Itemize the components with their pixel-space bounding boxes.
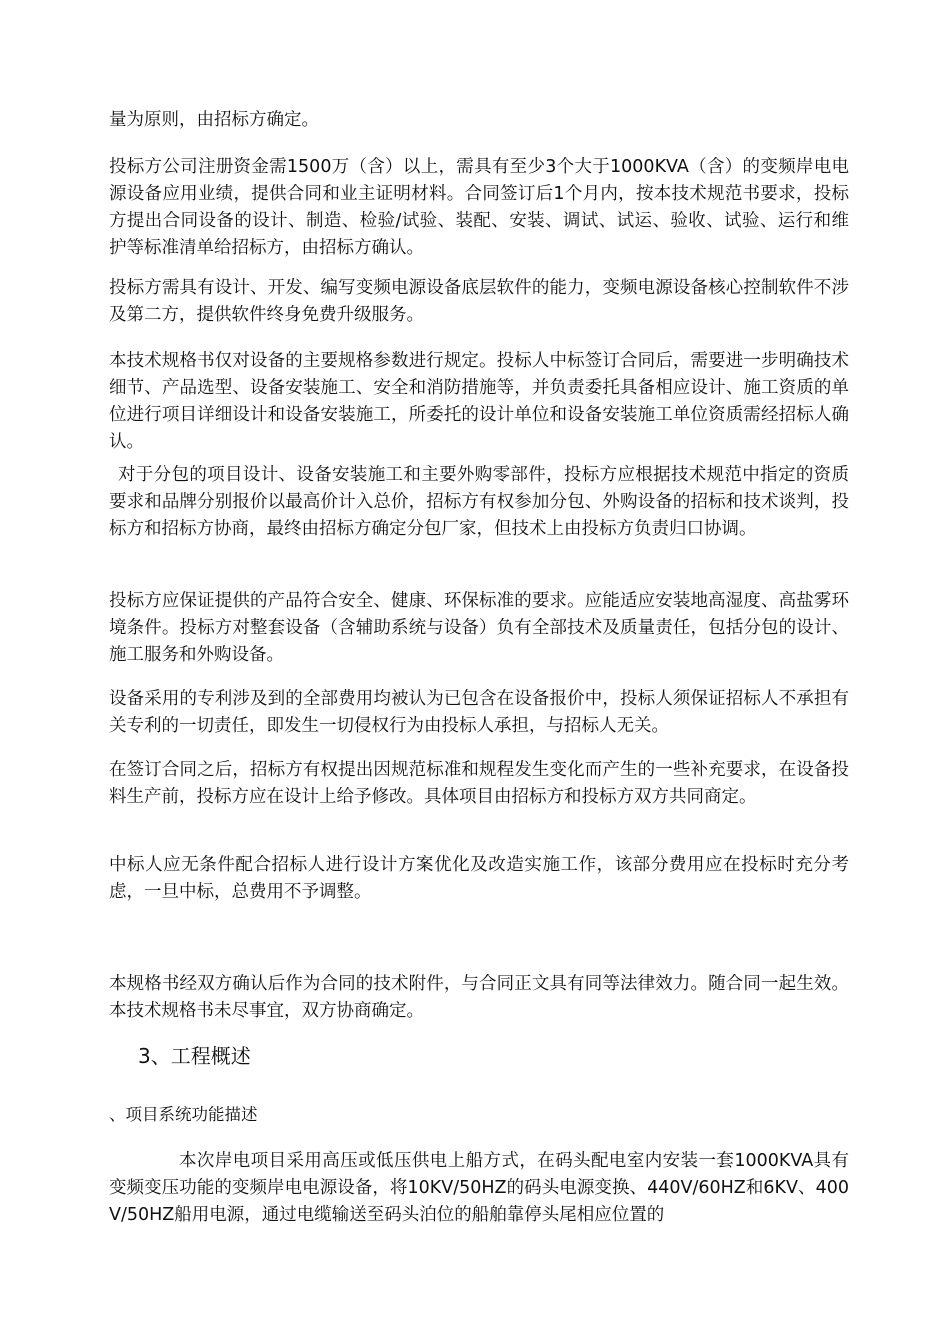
subsection-heading-system-function: 、项目系统功能描述: [109, 1105, 258, 1124]
paragraph-project-description: 本次岸电项目采用高压或低压供电上船方式，在码头配电室内安装一套1000KVA具有变频变压功能的变频岸电电源设备，将10KV/50HZ的码头电源变换、440V/60HZ和6KV、400V/50HZ船用电源，通过电缆输送至码头泊位的船舶靠停头尾相应位置的: [109, 1151, 849, 1225]
paragraph-software-capability: 投标方需具有设计、开发、编写变频电源设备底层软件的能力，变频电源设备核心控制软件不涉及第二方，提供软件终身免费升级服务。: [109, 278, 849, 325]
paragraph-design-optimization: 中标人应无条件配合招标人进行设计方案优化及改造实施工作，该部分费用应在投标时充分考虑，一旦中标，总费用不予调整。: [109, 855, 849, 902]
paragraph-patents: 设备采用的专利涉及到的全部费用均被认为已包含在设备报价中，投标人须保证招标人不承担有关专利的一切责任，即发生一切侵权行为由投标人承担，与招标人无关。: [109, 689, 849, 736]
paragraph-bidder-capital: 投标方公司注册资金需1500万（含）以上，需具有至少3个大于1000KVA（含）的变频岸电电源设备应用业绩，提供合同和业主证明材料。合同签订后1个月内，按本技术规范书要求，投标方提出合同设备的设计、制造、检验/试验、装配、安装、调试、试运、验收、试验、运行和维护等标准清单给招标方，由招标方确认。: [109, 157, 849, 258]
paragraph-supplementary-requirements: 在签订合同之后，招标方有权提出因规范标准和规程发生变化而产生的一些补充要求，在设备投料生产前，投标方应在设计上给予修改。具体项目由招标方和投标方双方共同商定。: [109, 760, 849, 807]
paragraph-principle: 量为原则，由招标方确定。: [109, 110, 319, 130]
paragraph-spec-scope: 本技术规格书仅对设备的主要规格参数进行规定。投标人中标签订合同后，需要进一步明确技术细节、产品选型、设备安装施工、安全和消防措施等，并负责委托具备相应设计、施工资质的单位进行项目详细设计和设备安装施工，所委托的设计单位和设备安装施工单位资质需经招标人确认。: [109, 351, 849, 452]
paragraph-product-standards: 投标方应保证提供的产品符合安全、健康、环保标准的要求。应能适应安装地高湿度、高盐雾环境条件。投标方对整套设备（含辅助系统与设备）负有全部技术及质量责任，包括分包的设计、施工服务和外购设备。: [109, 591, 849, 665]
section-heading-project-overview: 3、工程概述: [138, 1044, 251, 1068]
paragraph-subcontracting: 对于分包的项目设计、设备安装施工和主要外购零部件，投标方应根据技术规范中指定的资质要求和品牌分别报价以最高价计入总价，招标方有权参加分包、外购设备的招标和技术谈判，投标方和招标方协商，最终由招标方确定分包厂家，但技术上由投标方负责归口协调。: [109, 465, 849, 539]
paragraph-contract-attachment: 本规格书经双方确认后作为合同的技术附件，与合同正文具有同等法律效力。随合同一起生效。本技术规格书未尽事宜，双方协商确定。: [109, 974, 849, 1021]
